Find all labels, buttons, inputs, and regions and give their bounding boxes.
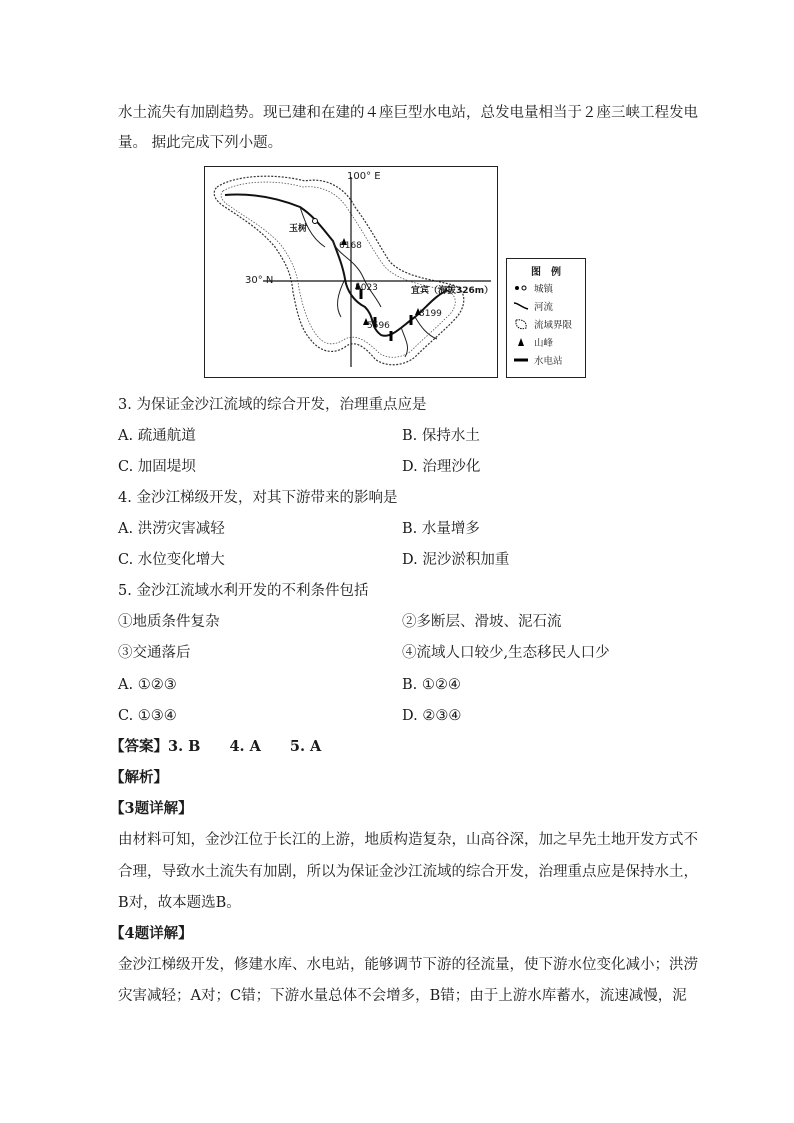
question-3-stem: 3. 为保证金沙江流域的综合开发，治理重点应是 (118, 397, 427, 413)
question-3-option-c[interactable]: C. 加固堤坝 (118, 459, 196, 475)
legend-row-town (513, 281, 553, 295)
city-label-yushu: 玉树 (289, 224, 308, 234)
legend-peak-label: 山峰 (534, 338, 554, 349)
question-5-option-c[interactable]: C. ①③④ (118, 708, 177, 724)
question-4-option-a[interactable]: A. 洪涝灾害减轻 (118, 521, 225, 537)
boundary-icon (513, 318, 529, 330)
city-label-yibin: 宜宾（海拔326m） (411, 286, 494, 296)
tributary (415, 317, 437, 339)
legend-station-label: 水电站 (534, 356, 563, 367)
question-4-option-b[interactable]: B. 水量增多 (402, 521, 480, 537)
latitude-label: 30° N (245, 275, 274, 286)
map-legend (506, 258, 586, 378)
peak-label: 5023 (355, 283, 378, 293)
intro-line-1: 水土流失有加剧趋势。现已建和在建的４座巨型水电站，总发电量相当于２座三峡工程发电 (118, 105, 698, 121)
legend-row-peak (513, 335, 553, 349)
detail-4-line-2: 灾害减轻；A对；C错；下游水量总体不会增多，B错；由于上游水库蓄水，流速减慢，泥 (118, 988, 687, 1004)
detail-4-title: 【4题详解】 (110, 925, 193, 942)
detail-3-title: 【3题详解】 (110, 800, 193, 817)
question-5-option-b[interactable]: B. ①②④ (402, 677, 461, 693)
legend-row-river (513, 299, 553, 313)
legend-row-station (513, 353, 563, 367)
peak-legend-icon (513, 337, 529, 347)
tributary (338, 279, 345, 317)
legend-boundary-label: 流域界限 (534, 320, 573, 331)
question-4-stem: 4. 金沙江梯级开发，对其下游带来的影响是 (118, 490, 398, 506)
question-5-option-a[interactable]: A. ①②③ (118, 677, 177, 693)
peak-label: 6168 (339, 241, 362, 251)
legend-row-boundary (513, 317, 572, 331)
jinsha-river-map (204, 166, 498, 378)
river-icon (513, 301, 529, 311)
town-yushu (313, 219, 318, 224)
question-3-option-a[interactable]: A. 疏通航道 (118, 428, 196, 444)
map-drawing (205, 167, 496, 376)
basin-boundary-inner (221, 182, 455, 357)
question-4-option-d[interactable]: D. 泥沙淤积加重 (402, 552, 510, 568)
question-5-statement-3: ③交通落后 (118, 645, 191, 661)
analysis-title: 【解析】 (110, 769, 168, 786)
answer-line: 【答案】3. B 4. A 5. A (110, 738, 322, 755)
question-4-option-c[interactable]: C. 水位变化增大 (118, 552, 225, 568)
question-5-statement-1: ①地质条件复杂 (118, 614, 220, 630)
detail-3-line-3: B对，故本题选B。 (118, 895, 241, 911)
legend-title: 图 例 (531, 267, 561, 278)
question-3-option-d[interactable]: D. 治理沙化 (402, 459, 481, 475)
question-3-option-b[interactable]: B. 保持水土 (402, 428, 480, 444)
longitude-label: 100° E (347, 171, 381, 182)
town-icon (513, 283, 529, 293)
detail-4-line-1: 金沙江梯级开发，修建水库、水电站，能够调节下游的径流量，使下游水位变化减小；洪涝 (118, 957, 698, 973)
peak-label: 3199 (419, 309, 442, 319)
detail-3-line-2: 合理，导致水土流失有加剧，所以为保证金沙江流域的综合开发，治理重点应是保持水土， (118, 864, 698, 880)
question-5-statement-2: ②多断层、滑坡、泥石流 (402, 614, 562, 630)
tributary (401, 327, 408, 357)
legend-river-label: 河流 (534, 302, 554, 313)
peak-label: 5596 (367, 321, 390, 331)
intro-line-2: 量。 据此完成下列小题。 (118, 135, 283, 151)
detail-3-line-1: 由材料可知，金沙江位于长江的上游，地质构造复杂，山高谷深，加之早先土地开发方式不 (118, 832, 698, 848)
question-5-option-d[interactable]: D. ②③④ (402, 708, 462, 724)
question-5-stem: 5. 金沙江流域水利开发的不利条件包括 (118, 583, 369, 599)
basin-boundary (214, 176, 464, 365)
question-5-statement-4: ④流域人口较少,生态移民人口少 (402, 645, 610, 661)
station-icon (513, 355, 529, 365)
legend-town-label: 城镇 (534, 284, 554, 295)
